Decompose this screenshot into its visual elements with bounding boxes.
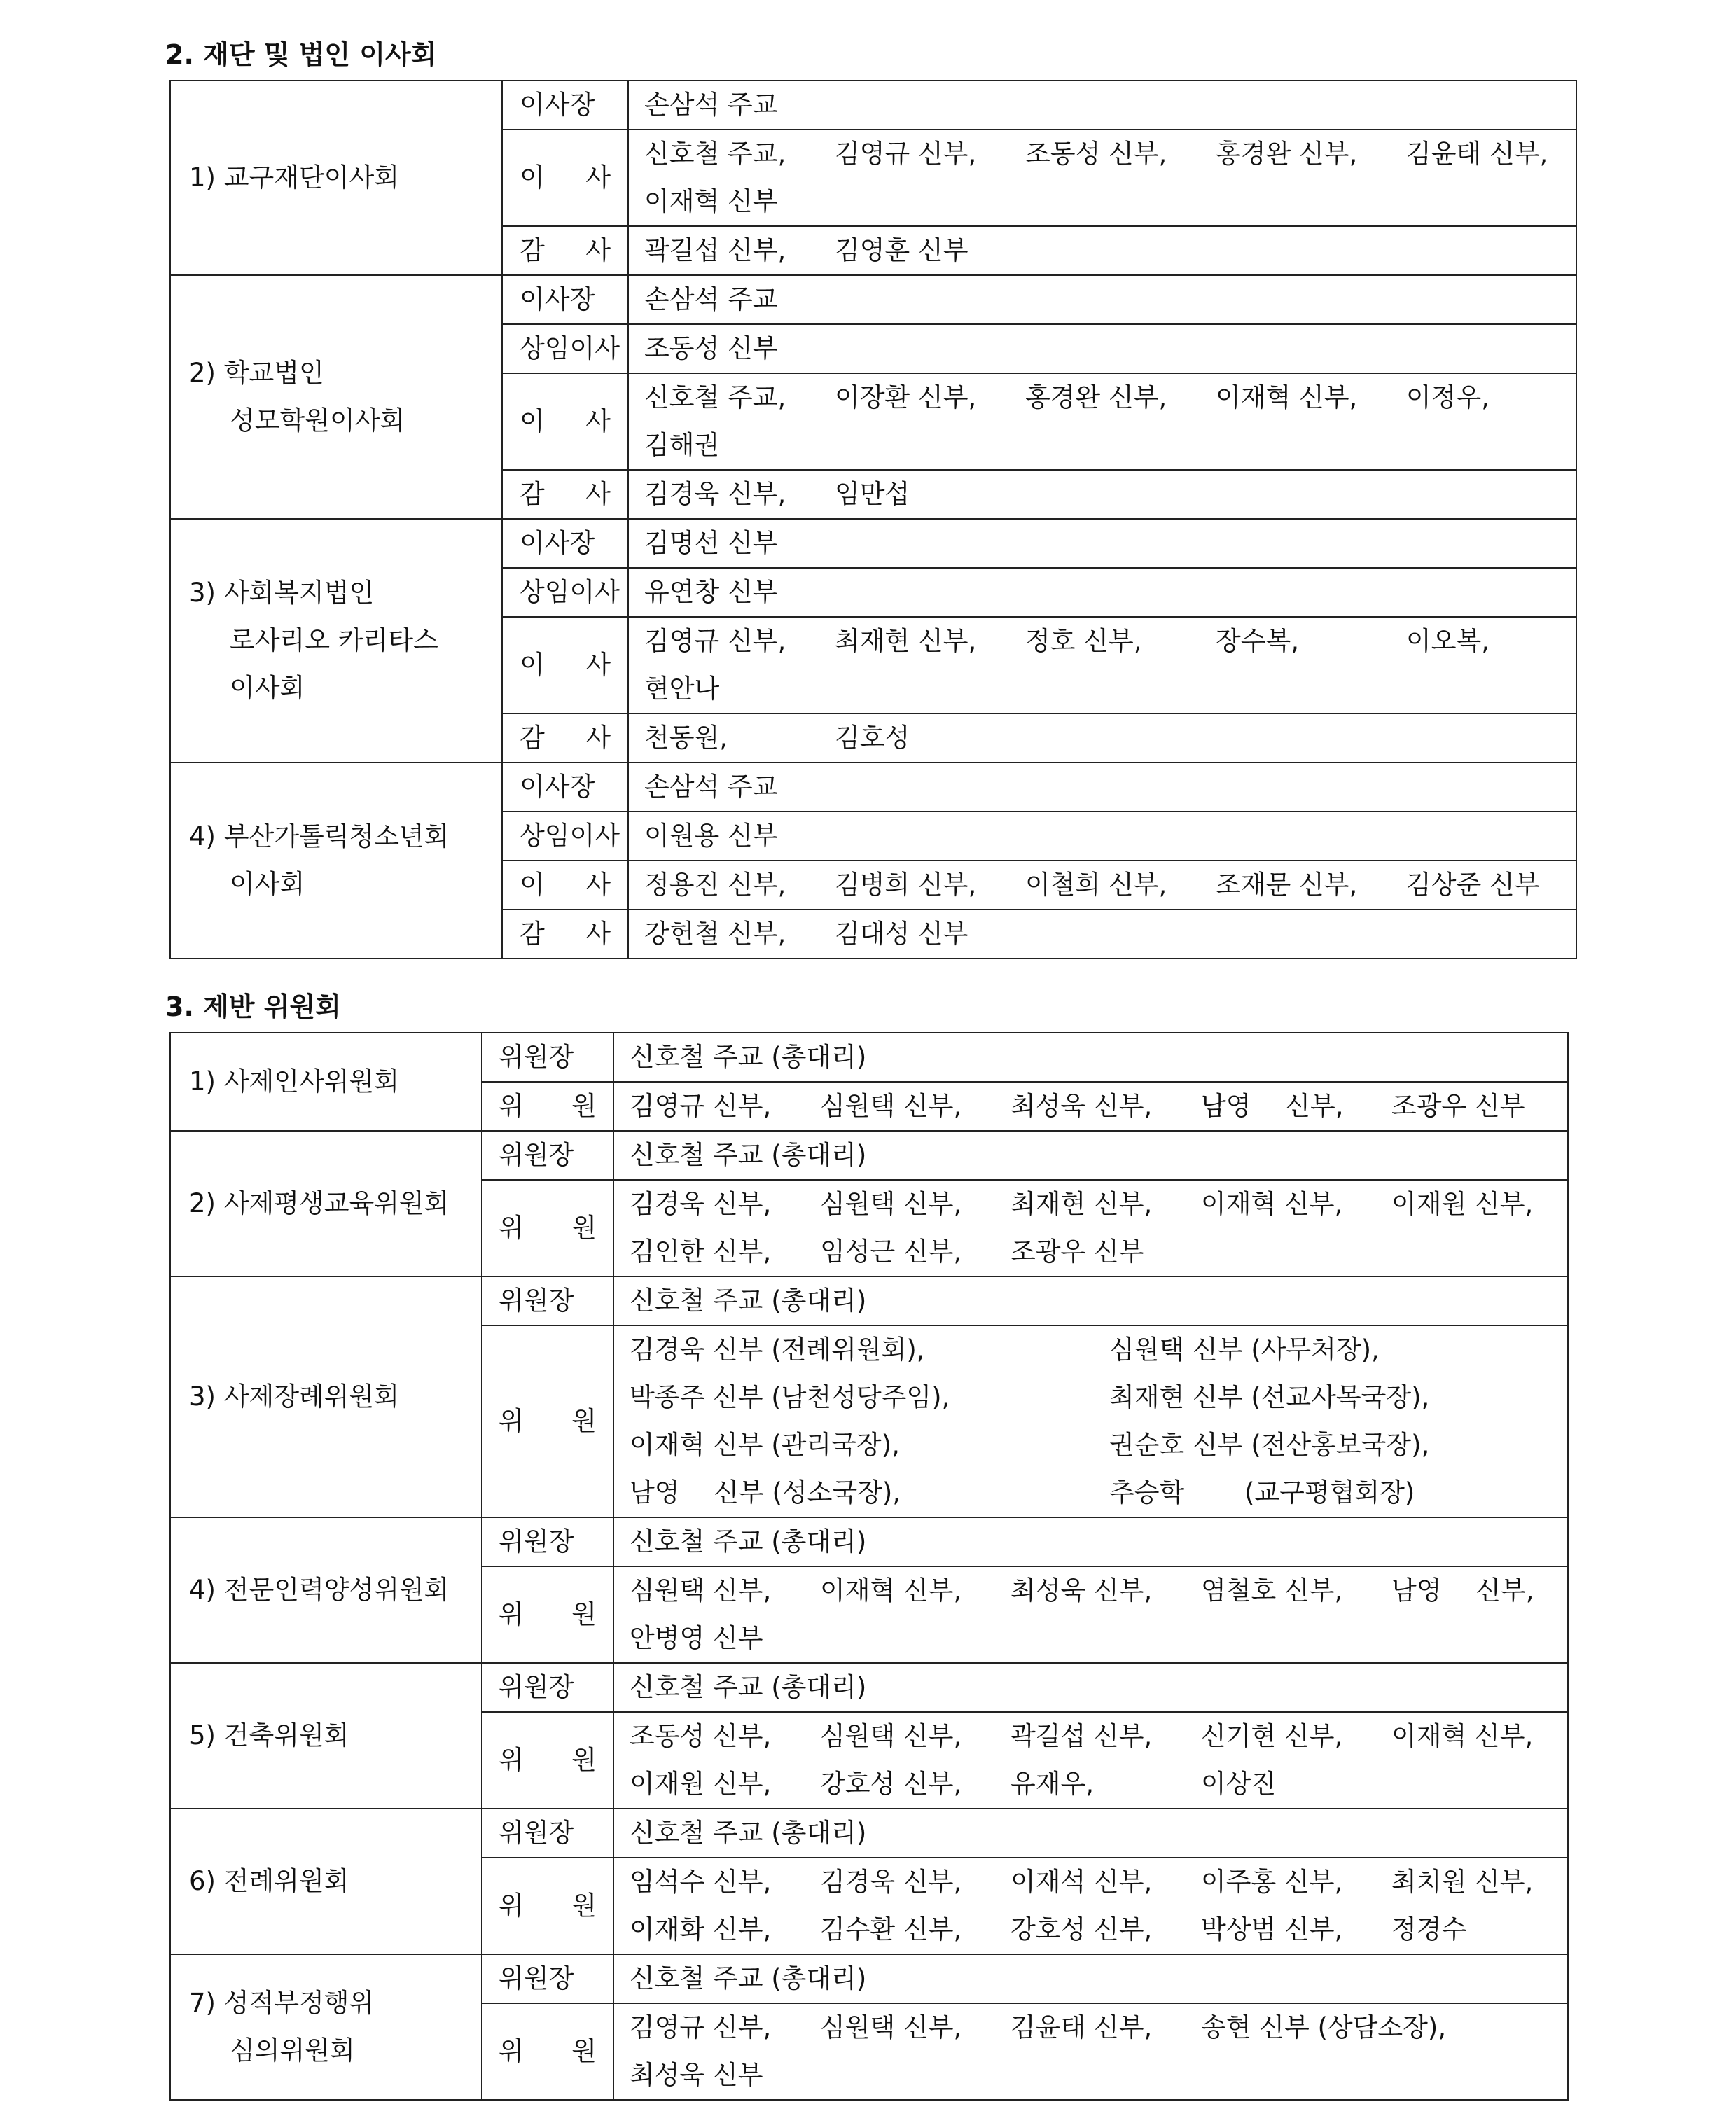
member-name: 임성근 신부, [820,1237,962,1267]
member-name: 신호철 주교 (총대리) [630,1042,867,1072]
role-cell [482,1663,613,1712]
member-name: 박상범 신부, [1201,1914,1343,1944]
section-3-title: 3. 제반 위원회 [165,991,341,1022]
board-name [170,763,502,959]
member-name: 이재혁 신부 (관리국장), [630,1430,900,1460]
members-cell [628,275,1576,324]
member-name: 김경욱 신부, [630,1189,772,1219]
role-label: 이사장 [520,90,595,120]
member-name: 송현 신부 (상담소장), [1201,2012,1447,2042]
role-label: 위 원 [499,1091,597,1121]
role-cell [482,1566,613,1663]
members-line [644,130,1562,178]
role-label: 위 원 [499,1599,597,1629]
role-label: 감 사 [520,723,611,753]
committee-name [170,1954,482,2100]
role-label: 위원장 [499,1286,574,1316]
member-name: 신기현 신부, [1201,1721,1343,1751]
member-name: 김영규 신부, [835,139,977,169]
role-label: 위원장 [499,1042,574,1072]
committee-name [170,1276,482,1517]
member-name: 이재혁 신부, [1201,1189,1343,1219]
role-cell [502,568,628,617]
role-cell [502,226,628,275]
members-line [644,276,1562,323]
committee-name-line: 3) 사제장례위원회 [189,1381,399,1412]
members-line [630,1033,1553,1081]
members-line [630,1760,1553,1808]
members-cell [613,1954,1568,2003]
members-cell [613,1033,1568,1082]
committee-name [170,1663,482,1809]
member-name: 이오복, [1406,626,1490,656]
member-name: 강호성 신부, [820,1769,962,1799]
member-name: 안병영 신부 [630,1623,763,1653]
members-line [644,910,1562,958]
committee-name-line: 1) 사제인사위원회 [189,1066,399,1097]
member-name: 신호철 주교 (총대리) [630,1963,867,1993]
role-cell [482,1954,613,2003]
board-name-line: 로사리오 카리타스 [230,625,438,655]
member-name: 신호철 주교 (총대리) [630,1818,867,1848]
member-name: 심원택 신부 (사무처장), [1109,1335,1380,1365]
members-line [630,1955,1553,2003]
role-label: 감 사 [520,919,611,949]
committee-name [170,1131,482,1276]
member-name: 신호철 주교 (총대리) [630,1140,867,1170]
member-name: 손삼석 주교 [644,90,778,120]
members-cell [613,1131,1568,1180]
role-cell [482,1517,613,1566]
member-name: 정용진 신부, [644,870,786,900]
member-name: 조광우 신부 [1391,1091,1525,1121]
members-cell [628,617,1576,714]
role-label: 위 원 [499,1406,597,1436]
member-name: 김대성 신부 [835,919,968,949]
boards-table [169,80,1577,959]
board-row [170,81,1576,130]
members-line [644,325,1562,373]
member-name: 신호철 주교 (총대리) [630,1672,867,1702]
role-cell [502,130,628,226]
members-line [644,569,1562,616]
members-cell [628,130,1576,226]
role-cell [482,1082,613,1131]
members-cell [613,1858,1568,1954]
members-cell [613,1809,1568,1858]
role-label: 상임이사 [520,821,620,851]
committee-name-line: 심의위원회 [230,2035,355,2066]
member-name: 이재혁 신부, [1391,1721,1534,1751]
committee-name-line: 6) 전례위원회 [189,1866,349,1896]
members-line [630,1567,1553,1615]
role-label: 위 원 [499,2036,597,2066]
committee-name [170,1517,482,1663]
members-line [630,1518,1553,1566]
members-line [630,1906,1553,1954]
members-cell [613,1663,1568,1712]
members-line [630,2004,1553,2052]
role-cell [502,910,628,959]
member-name: 최성욱 신부 [630,2060,763,2090]
role-cell [502,275,628,324]
board-name-line: 1) 교구재단이사회 [189,162,399,193]
member-name: 유재우, [1011,1769,1094,1799]
member-name: 신호철 주교 (총대리) [630,1286,867,1316]
role-label: 위원장 [499,1526,574,1557]
board-name-line: 2) 학교법인 [189,358,324,388]
role-cell [482,1180,613,1276]
member-name: 최성욱 신부, [1011,1575,1153,1606]
member-name: 최재현 신부, [1011,1189,1153,1219]
member-name: 조동성 신부, [630,1721,772,1751]
role-label: 위 원 [499,1745,597,1775]
members-cell [613,1566,1568,1663]
board-name [170,275,502,519]
members-line [630,1132,1553,1179]
board-name-line: 이사회 [230,869,305,899]
member-name: 곽길섭 신부, [644,235,786,265]
member-name: 이원용 신부 [644,821,778,851]
member-name: 정경수 [1391,1914,1467,1944]
role-cell [502,763,628,812]
member-name: 김윤태 신부, [1011,2012,1153,2042]
members-cell [628,910,1576,959]
committee-row [170,1131,1568,1180]
role-cell [502,81,628,130]
members-cell [628,324,1576,373]
member-name: 최재현 신부, [835,626,977,656]
member-name: 이재원 신부, [630,1769,772,1799]
member-name: 조광우 신부 [1011,1237,1144,1267]
role-label: 이 사 [520,650,611,680]
members-line [630,1615,1553,1662]
role-label: 위 원 [499,1891,597,1921]
role-cell [482,1809,613,1858]
member-name: 심원택 신부, [820,1091,962,1121]
members-line [644,714,1562,762]
member-name: 이재화 신부, [630,1914,772,1944]
members-line [630,1228,1553,1276]
member-name: 손삼석 주교 [644,284,778,314]
member-name: 신호철 주교 (총대리) [630,1526,867,1557]
role-cell [502,519,628,568]
role-cell [482,1858,613,1954]
role-label: 이사장 [520,528,595,558]
member-name: 임석수 신부, [630,1867,772,1897]
member-name: 김상준 신부 [1406,870,1540,900]
role-label: 이 사 [520,162,611,193]
members-cell [628,81,1576,130]
members-cell [628,519,1576,568]
committee-name-line: 5) 건축위원회 [189,1720,349,1750]
role-cell [502,812,628,861]
member-name: 심원택 신부, [630,1575,772,1606]
member-name: 홍경완 신부, [1025,382,1167,412]
members-line [630,1809,1553,1857]
committee-row [170,1663,1568,1712]
member-name: 현안나 [644,674,720,704]
members-line [644,520,1562,567]
members-cell [628,812,1576,861]
member-name: 김인한 신부, [630,1237,772,1267]
board-row [170,763,1576,812]
committee-name-line: 4) 전문인력양성위원회 [189,1575,450,1605]
role-cell [482,1712,613,1809]
member-name: 이장환 신부, [835,382,977,412]
member-name: 이정우, [1406,382,1490,412]
member-name: 박종주 신부 (남천성당주임), [630,1382,950,1412]
role-cell [502,324,628,373]
role-cell [482,1131,613,1180]
member-name: 이재석 신부, [1011,1867,1153,1897]
member-name: 김경욱 신부, [820,1867,962,1897]
member-name: 권순호 신부 (전산홍보국장), [1109,1430,1430,1460]
members-line [644,665,1562,713]
board-row [170,275,1576,324]
committee-row [170,1033,1568,1082]
board-row [170,519,1576,568]
member-name: 유연창 신부 [644,577,778,607]
members-line [644,861,1562,909]
member-name: 최재현 신부 (선교사목국장), [1109,1382,1430,1412]
members-line [630,1664,1553,1711]
member-name: 임만섭 [835,479,910,509]
committees-table [169,1032,1569,2101]
member-name: 신호철 주교, [644,382,786,412]
member-name: 최치원 신부, [1391,1867,1534,1897]
member-name: 장수복, [1216,626,1299,656]
member-name: 이재원 신부, [1391,1189,1534,1219]
members-line [644,178,1562,225]
members-line [630,1713,1553,1760]
board-name-line: 이사회 [230,673,305,703]
role-label: 감 사 [520,479,611,509]
member-name: 심원택 신부, [820,2012,962,2042]
member-name: 김해권 [644,430,720,460]
role-label: 위원장 [499,1963,574,1993]
members-cell [613,1180,1568,1276]
member-name: 김수환 신부, [820,1914,962,1944]
role-cell [502,373,628,470]
member-name: 김병희 신부, [835,870,977,900]
role-label: 상임이사 [520,577,620,607]
member-name: 김영규 신부, [630,2012,772,2042]
member-name: 심원택 신부, [820,1721,962,1751]
members-line [644,422,1562,469]
member-name: 이재혁 신부 [644,186,778,216]
members-cell [613,1325,1568,1517]
members-line [630,1181,1553,1228]
members-line [644,471,1562,518]
member-name: 김영규 신부, [644,626,786,656]
member-name: 정호 신부, [1025,626,1142,656]
members-line [630,1469,1553,1517]
board-name [170,81,502,275]
committee-name [170,1033,482,1131]
role-cell [502,714,628,763]
member-name: 곽길섭 신부, [1011,1721,1153,1751]
board-name-line: 성모학원이사회 [230,405,405,436]
members-cell [628,226,1576,275]
role-cell [502,617,628,714]
role-cell [482,1325,613,1517]
members-cell [628,714,1576,763]
members-line [630,1374,1553,1421]
committee-name-line: 2) 사제평생교육위원회 [189,1188,450,1218]
role-label: 위원장 [499,1140,574,1170]
role-label: 위 원 [499,1213,597,1243]
role-cell [502,470,628,519]
committee-row [170,1517,1568,1566]
role-cell [502,861,628,910]
member-name: 김명선 신부 [644,528,778,558]
members-line [644,763,1562,811]
members-line [644,81,1562,129]
members-line [630,1277,1553,1325]
members-cell [628,568,1576,617]
members-line [644,374,1562,422]
members-line [630,1083,1553,1130]
members-cell [628,470,1576,519]
board-name-line: 3) 사회복지법인 [189,578,375,608]
role-cell [482,1033,613,1082]
members-cell [628,373,1576,470]
role-label: 이 사 [520,870,611,900]
role-label: 상임이사 [520,333,620,363]
member-name: 김영훈 신부 [835,235,968,265]
committee-name [170,1809,482,1954]
member-name: 이재혁 신부, [1216,382,1358,412]
member-name: 남영 신부, [1391,1575,1534,1606]
members-cell [613,1712,1568,1809]
committee-row [170,1954,1568,2003]
member-name: 이상진 [1201,1769,1277,1799]
members-line [630,2052,1553,2099]
members-line [630,1858,1553,1906]
members-line [644,227,1562,274]
member-name: 김호성 [835,723,910,753]
member-name: 조재문 신부, [1216,870,1358,900]
member-name: 남영 신부, [1201,1091,1344,1121]
member-name: 김경욱 신부, [644,479,786,509]
member-name: 이철희 신부, [1025,870,1167,900]
member-name: 천동원, [644,723,728,753]
members-line [644,812,1562,860]
role-label: 위원장 [499,1672,574,1702]
members-cell [613,2003,1568,2100]
members-line [630,1326,1553,1374]
role-label: 이사장 [520,772,595,802]
member-name: 조동성 신부 [644,333,778,363]
role-cell [482,1276,613,1325]
member-name: 신호철 주교, [644,139,786,169]
member-name: 심원택 신부, [820,1189,962,1219]
member-name: 남영 신부 (성소국장), [630,1477,901,1508]
member-name: 최성욱 신부, [1011,1091,1153,1121]
section-2-title: 2. 재단 및 법인 이사회 [165,39,437,70]
member-name: 이주홍 신부, [1201,1867,1343,1897]
member-name: 김영규 신부, [630,1091,772,1121]
members-cell [628,861,1576,910]
committee-row [170,1809,1568,1858]
committee-name-line: 7) 성적부정행위 [189,1988,375,2018]
member-name: 김윤태 신부, [1406,139,1548,169]
member-name: 강호성 신부, [1011,1914,1153,1944]
role-label: 이 사 [520,406,611,436]
members-line [630,1421,1553,1469]
member-name: 추승학 (교구평협회장) [1109,1477,1415,1508]
member-name: 강헌철 신부, [644,919,786,949]
member-name: 조동성 신부, [1025,139,1167,169]
members-cell [613,1276,1568,1325]
member-name: 이재혁 신부, [820,1575,962,1606]
members-cell [613,1082,1568,1131]
member-name: 김경욱 신부 (전례위원회), [630,1335,925,1365]
member-name: 손삼석 주교 [644,772,778,802]
role-label: 위원장 [499,1818,574,1848]
members-line [644,618,1562,665]
role-cell [482,2003,613,2100]
role-label: 이사장 [520,284,595,314]
members-cell [628,763,1576,812]
committee-row [170,1276,1568,1325]
role-label: 감 사 [520,235,611,265]
board-name-line: 4) 부산가톨릭청소년회 [189,821,450,851]
board-name [170,519,502,763]
member-name: 홍경완 신부, [1216,139,1358,169]
member-name: 염철호 신부, [1201,1575,1343,1606]
members-cell [613,1517,1568,1566]
